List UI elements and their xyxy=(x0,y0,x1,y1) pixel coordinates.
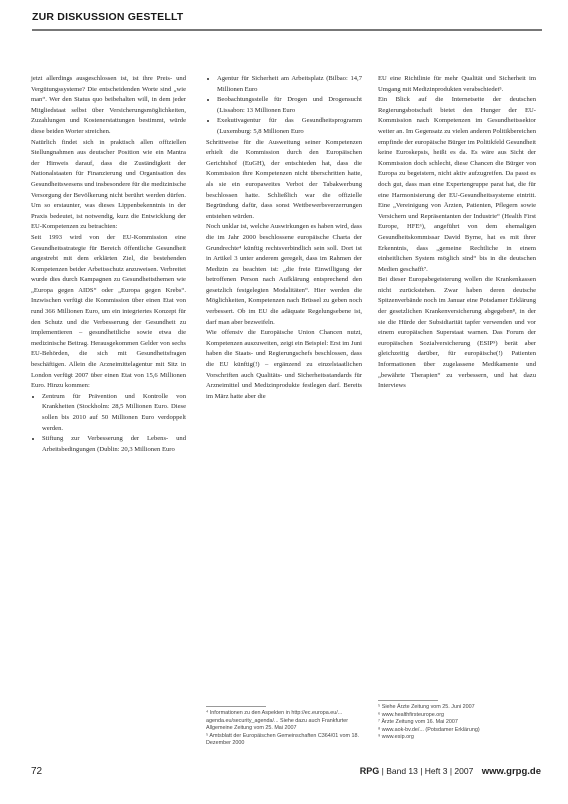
section-title: ZUR DISKUSSION GESTELLT xyxy=(32,11,184,23)
footnote: ⁵ Siehe Ärzte Zeitung vom 25. Juni 2007 xyxy=(378,704,475,710)
page-footer xyxy=(31,766,541,782)
paragraph: Bei dieser Europabegeisterung wollen die Krankenkassen nicht zurückstehen. Zwar haben deren deutsche Spitzenverbände noch im Januar eine Potsdamer Erklärung der gesetzlichen Krankenversicherung abgegeben⁸, in der sie die Hürde der Subsidiarität tapfer verwenden und vor einem europäischen Superstaat warnen. Das Forum der europäischen Sozialversicherung (ESIP⁹) berät aber gleichzeitig darüber, für europäische(!) Patienten Informationen über zugelassene Medikamente und „bewährte Therapien“ zu verbessern, und hat dazu Interviews xyxy=(378,276,536,390)
paragraph: Wie offensiv die Europäische Union Chancen nutzt, Kompetenzen auszuweiten, zeigt ein Beispiel: Erst im Juni haben die Staats- und Regierungschefs beschlossen, dass die EU künftig(!) – ergänzend zu einzelstaatlichen Vorschriften auch Qualitäts- und Sicherheitsstandards für Arzneimittel und Medizinprodukte festlegen darf. Bereits im März hatte aber die xyxy=(206,329,362,400)
section-header xyxy=(32,6,542,28)
list-item: • Beobachtungsstelle für Drogen und Drogensucht (Lissabon: 13 Millionen Euro xyxy=(217,95,362,116)
list-item: • Exekutivagentur für das Gesundheitsprogramm (Luxemburg: 5,8 Millionen Euro xyxy=(217,116,362,137)
paragraph: jetzt allerdings ausgeschlossen ist, ist ihre Preis- und Vergütungssysteme? Die entscheidenden Worte sind „wie man“. Wer den Status quo beibehalten will, in dem jeder Mitgliedstaat selbst über Versicherungsmöglichkeiten, Zuzahlungen und Kostenerstattungen bestimmt, würde diese beiden Worter streichen. xyxy=(31,75,186,135)
journal-info xyxy=(360,766,541,777)
paragraph: Natürlich findet sich in praktisch allen offiziellen Stellungnahmen aus deutscher Position wie ein Mantra der Hinweis darauf, dass die Zuständigkeit der Nationalstaaten für Finanzierung und Organisation des Gesundheitswesens und insbesondere für die medizinische Versorgung der Bevölkerung nicht berührt werden dürfen. Um so erstaunter, was dieses Lippenbekenntnis in der Praxis bedeutet, ist notwendig, kurz die Entwicklung der EU-Kompetenzen zu betrachten: xyxy=(31,138,186,231)
text-column-1 xyxy=(31,74,186,455)
list-item: • Agentur für Sicherheit am Arbeitsplatz (Bilbao: 14,7 Millionen Euro xyxy=(217,74,362,95)
text-column-2 xyxy=(206,74,362,402)
footnotes-column-2 xyxy=(206,710,362,748)
paragraph: Ein Blick auf die Internetseite der deutschen Regierungsbotschaft bietet den Hunger der EU-Kommission nach Kompetenzen im Gesundheitssektor weiter an. Im Gegensatz zu vielen anderen Politikbereichen empfinde der europäische Bürger im Politikfeld Gesundheit keine Euroskepsis, heißt es da. Es wäre aus Sicht der Kommission doch schlecht, diese Chancen die Bürger von Europa zu begeistern, nicht aktiv aufzugreifen. Da passt es doch gut, dass man eine Expertengruppe parat hat, die für eine Harmonisierung der EU-Gesundheitssysteme eintritt. Eine „Vereinigung von Ärzten, Patienten, Pflegern sowie Versichern und Repräsentanten der Industrie“ (Health First Europe, HFE⁶), angeführt von dem ehemaligen Gesundheitskommissar David Byrne, hat es mit ihrer Erkenntnis, dass „gemeine Rechtliche in einem einheitlichen System möglich sind“ bis in die deutschen Medien geschafft⁷. xyxy=(378,96,536,273)
footnote-divider xyxy=(378,700,438,701)
journal-url: www.grpg.de xyxy=(481,766,541,777)
paragraph: EU eine Richtlinie für mehr Qualität und Sicherheit im Umgang mit Medizinprodukten verabschiedet⁵. xyxy=(378,75,536,93)
footnotes-column-3 xyxy=(378,704,536,742)
list-item: • Zentrum für Prävention und Kontrolle von Krankheiten (Stockholm: 28,5 Millionen Euro. Diese sollen bis 2010 auf 50 Millionen Euro verdoppelt werden. xyxy=(42,392,186,434)
paragraph: Noch unklar ist, welche Auswirkungen es haben wird, dass die im Jahr 2000 beschlossene europäische Charta der Grundrechte⁴ künftig rechtsverbindlich sein soll. Dort ist in Artikel 3 unter anderem geregelt, dass im Rahmen der Medizin zu beachten ist: „die freie Einwilligung der betroffenen Person nach Aufklärung entsprechend den gesetzlich festgelegten Modalitäten“. Hier werden die Möglichkeiten, Kompetenzen nach Brüssel zu geben noch verbessert. Ob im EU die adäquate Regelungsebene ist, darf man aber bezweifeln. xyxy=(206,223,362,326)
bullet-list xyxy=(31,392,186,456)
text-column-3 xyxy=(378,74,536,392)
footnote: ⁴ Informationen zu den Aspekten in http://ec.europa.eu/... agenda.eu/security_agenda/... Siehe dazu auch Frankfurter Allgemeine Zeitung vom 25. Mai 2007 xyxy=(206,710,349,732)
paragraph: Seit 1993 wird von der EU-Kommission eine Gesundheitsstrategie für Bereich öffentliche Gesundheit angestrebt mit dem erklärten Ziel, die bestehenden Kompetenzen beider Arbeitsschutz anzuweisen. Verbreitet wurde dies durch Kampagnen zu Gesundheitsthemen wie „Europa gegen AIDS“ oder „Europa gegen Krebs“. Inzwischen verfügt die Kommission über einen Etat von rund 366 Millionen Euro, um ein integriertes Konzept für den Schutz und die Verbesserung der Gesundheit zu implementieren – gesundheitliche sowie etwa die medizinische Beitrag. Herausgekommen Gelder von sechs EU-Behörden, die sich mit Gesundheitsfragen beschäftigen. Allein die Arzneimittelagentur mit Sitz in London verfügt 2007 über einen Etat von 15,6 Millionen Euro. Hinzu kommen: xyxy=(31,233,186,390)
footnote-divider xyxy=(206,706,266,707)
footnote: ⁵ Amtsblatt der Europäischen Gemeinschaften C364/01 vom 18. Dezember 2000 xyxy=(206,732,359,747)
journal-name: RPG xyxy=(359,766,380,776)
header-divider xyxy=(32,29,542,31)
footnote: ⁸ www.aok-bv.de/... (Potsdamer Erklärung) xyxy=(378,726,480,733)
bullet-list xyxy=(206,74,362,138)
issue-info: | Band 13 | Heft 3 | 2007 xyxy=(379,766,474,776)
footnote: ⁷ Ärzte Zeitung vom 16. Mai 2007 xyxy=(378,719,458,726)
list-item: • Stiftung zur Verbesserung der Lebens- und Arbeitsbedingungen (Dublin: 20,3 Millionen Euro xyxy=(42,434,186,455)
footnote: ⁶ www.healthfirsteurope.org xyxy=(378,711,445,718)
paragraph: Schrittweise für die Ausweitung seiner Kompetenzen erhielt die Kommission durch den Europäischen Gerichtshof (EuGH), der entschieden hat, dass die Kommission ihre Kompetenzen nicht überschritten hatte, als sie ein europaweites Verbot der Tabakwerbung beschlossen hatte. Schließlich war die offizielle Begründung dafür, dass sonst Wettbewerbsverzerrungen entstehen würden. xyxy=(206,138,362,220)
footnote: ⁹ www.esip.org xyxy=(378,734,414,741)
page-number: 72 xyxy=(31,766,43,777)
